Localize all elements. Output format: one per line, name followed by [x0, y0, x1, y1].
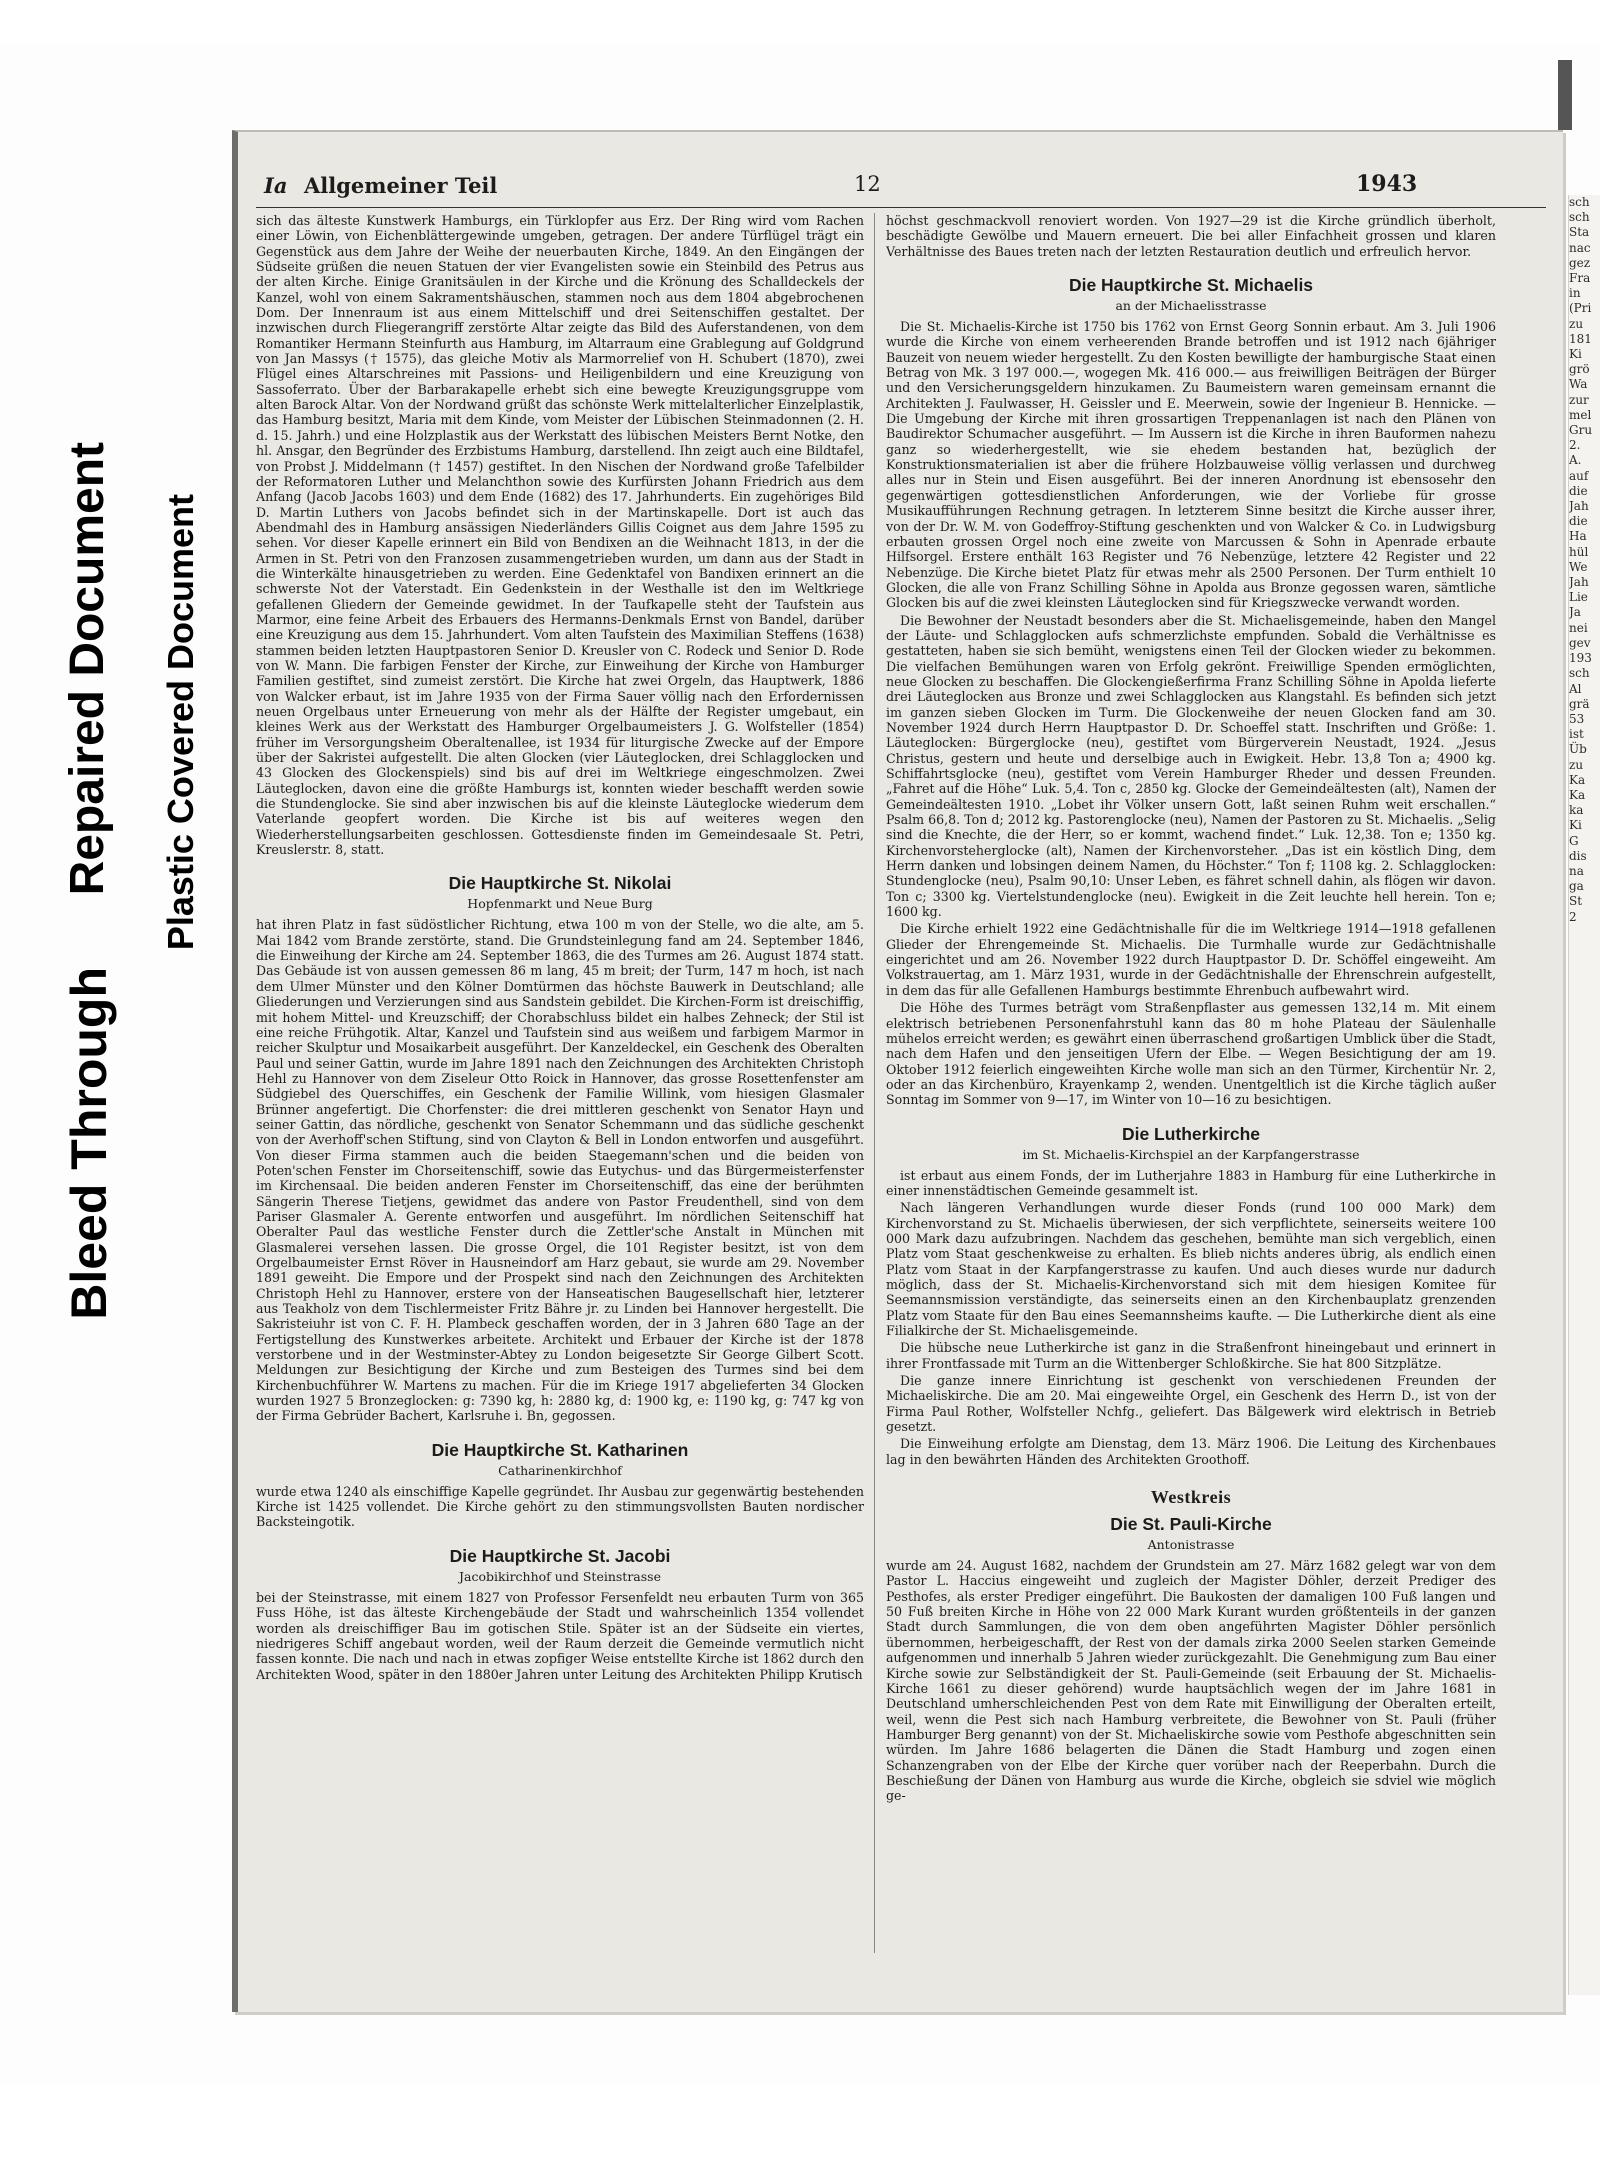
nikolai-address: Hopfenmarkt und Neue Burg [467, 896, 653, 912]
adjacent-page-fragment: Gru [1569, 423, 1593, 438]
right-column [886, 213, 1496, 1953]
adjacent-page-fragment: mel [1569, 407, 1592, 422]
lutherkirche-address: im St. Michaelis-Kirchspiel an der Karpfangerstrasse [1022, 1146, 1360, 1162]
adjacent-page-fragment: Ka [1569, 787, 1586, 802]
adjacent-page-fragment: A. [1569, 453, 1582, 468]
adjacent-page-fragment: 181 [1569, 331, 1592, 346]
adjacent-page-fragment: Ja [1569, 605, 1581, 620]
adjacent-page-fragment: Ki [1569, 818, 1582, 833]
adjacent-page-fragment: die [1569, 483, 1588, 498]
nikolai-heading: Die Hauptkirche St. Nikolai [448, 873, 672, 894]
running-header [256, 167, 1546, 208]
scan-edge-mark [1558, 60, 1572, 130]
jacobi-text: bei der Steinstrasse, mit einem 1827 von Professor Fersenfeldt neu erbauten Turm von 365 Fuss Höhe, ist das älteste Kirchengebäude der Stadt und wahrscheinlich 1354 vollendet worden als dreischiffiger Bau im gotischen Stile. Später ist an der Südseite ein viertes, niedrigeres Schiff angebaut worden, weil der Raum derzeit die Gemeinde vermutlich nicht fassen konnte. Die nach und nach in etwas zopfiger Weise entstellte Kirche ist 1862 durch den Architekten Wood, später in den 1880er Jahren unter Leitung des Architekten Philipp Krutisch [256, 1589, 864, 1682]
michaelis-address: an der Michaelisstrasse [1115, 298, 1267, 314]
adjacent-page-fragment: 53 [1569, 711, 1585, 726]
westkreis-region-heading: Westkreis [1150, 1487, 1232, 1508]
adjacent-page-fragment: Sta [1569, 225, 1590, 240]
adjacent-page-fragment: Fra [1569, 271, 1591, 286]
adjacent-page-fragment: sch [1569, 210, 1590, 225]
repaired-document-label: Repaired Document [61, 441, 114, 895]
adjacent-page-fragment: na [1569, 863, 1584, 878]
nikolai-text: hat ihren Platz in fast südöstlicher Richtung, etwa 100 m von der Stelle, wo die alte, am 5. Mai 1842 vom Brande zerstörte, stand. Die Grundsteinlegung fand am 24. September 1846, die Einweihung der Kirche am 24. September 1863, die des Turmes am 26. August 1874 statt. Das Gebäude ist von aussen gemessen 86 m lang, 45 m breit; der Turm, 147 m hoch, ist nach dem Ulmer Münster und den Kölner Domtürmen das höchste Bauwerk in Deutschland; alle Gliederungen und Verzierungen sind aus Sandstein gebildet. Die Kirchen-Form ist dreischiffig, mit hohem Mittel- und Kreuzschiff; der Chorabschluss bildet ein halbes Zehneck; der Stil ist eine reiche Frühgotik. Altar, Kanzel und Taufstein sind aus weißem und farbigem Marmor in reicher Skulptur und Mosaikarbeit ausgeführt. Der Kanzeldeckel, ein Geschenk des Oberalten Paul und seiner Gattin, wurde im Jahre 1891 nach den Zeichnungen des Architekten Christoph Hehl zu Hannover von dem Ziseleur Otto Roick in Hannover, das grosse Rosettenfenster am Südgiebel des Querschiffes, ein Geschenk der Familie Willink, vom hiesigen Glasmaler Brünner angefertigt. Die Chorfenster: die drei mittleren geschenkt von Senator Hayn und seiner Gattin, das nördliche, geschenkt von Senator Schemmann und das südliche geschenkt von der Averhoff'schen Stiftung, sind von Clayton & Bell in London entworfen und ausgeführt. Von dieser Firma stammen auch die beiden Staegemann'schen und die beiden von Poten'schen Fenster im Chorseitenschiff, sowie das Eutychus- und das Bürgermeisterfenster im Kirchensaal. Die beiden anderen Fenster im Chorseitenschiff, das eine der berühmten Sängerin Therese Tietjens, gewidmet das andere von Pastor Freudenthell, sind von dem Pariser Glasmaler A. Gerente entworfen und ausgeführt. Im nördlichen Seitenschiff hat Oberalter Paul das westliche Fenster durch die Zettler'sche Anstalt in München mit Glasmalerei versehen lassen. Die grosse Orgel, die 101 Register besitzt, ist von dem Orgelbaumeister Ernst Röver in Hausneindorf am Harz gebaut, sie wurde am 29. November 1891 geweiht. Die Empore und der Prospekt sind nach den Zeichnungen des Architekten Christoph Hehl zu Hannover, erstere von der Hanseatischen Baugesellschaft hier, letzterer aus Teakholz von dem Tischlermeister Fritz Bähre jr. zu Linden bei Hannover hergestellt. Die Sakristeiuhr ist von C. F. H. Plambeck geschaffen worden, der in 3 Jahren 680 Tage an der Fertigstellung des Kunstwerkes arbeitete. Architekt und Erbauer der Kirche ist der 1878 verstorbene und in der Westminster-Abtey zu London beigesetzte Sir George Gilbert Scott. Meldungen zur Besichtigung der Kirche und zum Besteigen des Turmes sind bei dem Kirchenbuchführer W. Martens zu machen. Für die im Kriege 1917 abgelieferten 34 Glocken wurden 1927 5 Bronzeglocken: g: 7390 kg, h: 2880 kg, d: 1900 kg, e: 1190 kg, g: 747 kg von der Firma Gebrüder Bachert, Karlsruhe i. Bn, gegossen. [256, 917, 864, 1424]
pauli-address: Antonistrasse [1147, 1537, 1235, 1553]
katharinen-text: wurde etwa 1240 als einschiffige Kapelle gegründet. Ihr Ausbau zur gegenwärtig bestehenden Kirche ist 1425 vollendet. Die Kirche gehört zu den stimmungsvollsten Bauten nordischer Backsteingotik. [256, 1483, 864, 1530]
adjacent-page-fragment: ka [1569, 803, 1584, 818]
adjacent-page-fragment: 2 [1569, 909, 1577, 924]
adjacent-page-fragment: nac [1569, 240, 1591, 255]
part-title: Allgemeiner Teil [304, 173, 498, 198]
pauli-text: wurde am 24. August 1682, nachdem der Grundstein am 27. März 1682 gelegt war von dem Pastor L. Haccius eingeweiht und zugleich der Magister Döhler, derzeit Prediger des Pesthofes, als erster Prediger eingeführt. Die Baukosten der damaligen 100 Fuß langen und 50 Fuß breiten Kirche in Höhe von 22 000 Mark Kurant wurden größtenteils in der ganzen Stadt durch Sammlungen, die von dem oben angeführten Magister Döhler persönlich übernommen, herbeigeschafft, der Rest von der damals zirka 2000 Seelen starken Gemeinde aufgenommen und innerhalb 5 Jahren wieder zurückgezahlt. Die Genehmigung zum Bau einer Kirche sowie zur Selbständigkeit der St. Pauli-Gemeinde (seit Erbauung der St. Michaelis-Kirche 1661 zu dieser gehörend) wurde hauptsächlich wegen der im Jahre 1681 in Deutschland umherschleichenden Pest von dem Rate mit Einwilligung der Oberalten erteilt, weil, wenn die Pest sich nach Hamburg verbreitete, die Bewohner von St. Pauli (früher Hamburger Berg genannt) von der St. Michaeliskirche sowie vom Pesthofe abgeschnitten sein würden. Im Jahre 1686 belagerten die Dänen die Stadt Hamburg und zogen einen Schanzengraben von der Elbe der Kirche quer vorüber nach der Reeperbahn. Durch die Beschießung der Dänen von Hamburg aus wurde die Kirche, obgleich sie sdviel wie möglich ge- [886, 1558, 1496, 1804]
adjacent-page-fragment: sch [1569, 195, 1590, 209]
lutherkirche-paragraph: Die ganze innere Einrichtung ist geschenkt von verschiedenen Freunden der Michaeliskirche. Die am 20. Mai eingeweihte Orgel, ein Geschenk des Herrn D., ist von der Firma Paul Rother, Wolfsteller Nchfg., geliefert. Das Bälgewerk wird elektrisch in Betrieb gesetzt. [886, 1373, 1496, 1435]
michaelis-paragraph: Die St. Michaelis-Kirche ist 1750 bis 1762 von Ernst Georg Sonnin erbaut. Am 3. Juli 1906 wurde die Kirche von einem verheerenden Brande betroffen und ist 1912 nach 6jähriger Bauzeit von neuem wieder hergestellt. Zu den Kosten bewilligte der hamburgische Staat einen Betrag von Mk. 3 197 000.—, wogegen Mk. 416 000.— aus freiwilligen Beiträgen der Bürger und den Versicherungsgeldern hinzukamen. Zu Baumeistern waren gemeinsam ernannt die Architekten J. Faulwasser, H. Geissler und E. Meerwein, sowie der Ingenieur B. Hennicke. — Die Umgebung der Kirche mit ihren grossartigen Treppenanlagen ist nach den Plänen von Baudirektor Schumacher ausgeführt. — Im Aussern ist die Kirche in ihren Bauformen nahezu ganz so wiederhergestellt, wie sie ehedem bestanden hat, bezüglich der Konstruktionsmaterialien ist aber die frühere Holzbauweise völlig verlassen und durchweg alles nur in Stein und Eisen ausgeführt. Bei der inneren Anordnung ist ebensosehr den gegenwärtigen gottesdienstlichen Anforderungen, wie der Vorliebe für grosse Musikaufführungen Rechnung getragen. In letzterem Sinne besitzt die Kirche ausser ihrer, von der Dr. W. M. von Godeffroy-Stiftung geschenkten und von Walcker & Co. in Ludwigsburg erbauten grossen Orgel noch eine zweite von Marcussen & Sohn in Apenrade erbaute Hilfsorgel. Erstere enthält 163 Register und 76 Nebenzüge, letztere 42 Register und 22 Nebenzüge. Die Kirche bietet Platz für etwas mehr als 2500 Personen. Der Turm enthielt 10 Glocken, die alle von Franz Schilling Söhne in Apolda aus Bronze gegossen waren, sämtliche Glocken bis auf die zwei kleinsten Läuteglocken sind für Kriegszwecke verwandt worden. [886, 319, 1496, 611]
adjacent-page-fragment: Ha [1569, 529, 1587, 544]
adjacent-page-fragment: in [1569, 286, 1581, 301]
lutherkirche-heading: Die Lutherkirche [1121, 1123, 1261, 1144]
year-label: 1943 [1356, 171, 1418, 197]
lutherkirche-paragraph: Nach längeren Verhandlungen wurde dieser Fonds (rund 100 000 Mark) dem Kirchenvorstand zu St. Michaelis überwiesen, der sich verpflichtete, seinerseits weitere 100 000 Mark dazu aufzubringen. Nachdem das geschehen, bemühte man sich vergeblich, einen Platz vom Staat geschenkweise zu erhalten. Es blieb nichts anderes übrig, als endlich einen Platz vom Staat in der Karpfangerstrasse zu kaufen. Und auch dieses wurde nur dadurch möglich, dass der St. Michaelis-Kirchenvorstand sich mit dem hiesigen Komitee für Seemannsmission verständigte, das seinerseits einen an den Kirchenbauplatz grenzenden Platz vom Staate für den Bau eines Seemannsheims kaufte. — Die Lutherkirche dient als eine Filialkirche der St. Michaelisgemeinde. [886, 1200, 1496, 1338]
adjacent-page-fragment: Lie [1569, 590, 1588, 605]
adjacent-page-fragment: grö [1569, 362, 1590, 377]
lutherkirche-paragraph: Die Einweihung erfolgte am Dienstag, dem 13. März 1906. Die Leitung des Kirchenbaues lag in den bewährten Händen des Architekten Groothoff. [886, 1436, 1496, 1467]
adjacent-page-fragment: Jah [1569, 575, 1589, 590]
lutherkirche-paragraph: Die hübsche neue Lutherkirche ist ganz in die Straßenfront hineingebaut und erinnert in ihrer Frontfassade mit Turm an die Wittenberger Schloßkirche. Sie hat 800 Sitzplätze. [886, 1340, 1496, 1371]
left-column [256, 213, 864, 1953]
adjacent-page-fragment: Ki [1569, 347, 1582, 362]
adjacent-page-fragment: gez [1569, 255, 1591, 270]
column-divider [874, 213, 875, 1953]
adjacent-page-fragment: St [1569, 894, 1583, 909]
katharinen-address: Catharinenkirchhof [498, 1462, 622, 1478]
document-condition-labels [60, 280, 240, 1320]
michaelis-heading: Die Hauptkirche St. Michaelis [1068, 275, 1314, 296]
michaelis-paragraph: Die Bewohner der Neustadt besonders aber die St. Michaelisgemeinde, haben den Mangel der Läute- und Schlagglocken aufs schmerzlichste empfunden. Sobald die Verhältnisse es gestatteten, haben sie sich bemüht, wenigstens einen Teil der Glocken wieder zu bekommen. Die vielfachen Bemühungen waren von Erfolg gekrönt. Freiwillige Spenden ermöglichten, neue Glocken zu beschaffen. Die Glockengießerfirma Franz Schilling Söhne in Apolda lieferte drei Läuteglocken aus Bronze und zwei Schlagglocken aus Klangstahl. Es befinden sich jetzt im ganzen sieben Glocken im Turm. Die Glockenweihe der neuen Glocken fand am 30. November 1924 durch Herrn Hauptpastor D. Dr. Schoeffel statt. Inschriften und Größe: 1. Läuteglocken: Bürgerglocke (neu), gestiftet vom Bürgerverein Neustadt, 1924. „Jesus Christus, gestern und heute und derselbige auch in Ewigkeit. Hebr. 13,8 Ton a; 4900 kg. Schiffahrtsglocke (neu), gestiftet vom Verein Hamburger Rheder und dessen Freunden. „Fahret auf die Höhe“ Luk. 5,4. Ton c, 2850 kg. Glocke der Gemeindeältesten (alt), Namen der Gemeindeältesten 1910. „Lobet ihr Völker unsern Gott, laßt seinen Ruhm weit erschallen.“ Psalm 66,8. Ton d; 2012 kg. Pastorenglocke (neu), Namen der Pastoren zu St. Michaelis. „Selig sind die Knechte, die der Herr, so er kommt, wachend findet.“ Luk. 12,38. Ton e; 1350 kg. Kirchenvorsteherglocke (alt), Namen der Kirchenvorsteher. „Das ist ein köstlich Ding, dem Herrn danken und lobsingen deinem Namen, du Höchster.“ Ton f; 1108 kg. 2. Schlagglocken: Stundenglocke (neu), Psalm 90,10: Unser Leben, es fähret schnell dahin, als flögen wir davon. Ton c; 3300 kg. Viertelstundenglocke (neu). Ewigkeit in die Zeit leuchte hell herein. Ton e; 1600 kg. [886, 612, 1496, 920]
adjacent-page-fragment: zu [1569, 316, 1584, 331]
adjacent-page-fragment: hül [1569, 544, 1589, 559]
jacobi-heading: Die Hauptkirche St. Jacobi [449, 1545, 671, 1566]
adjacent-page-fragment: nei [1569, 620, 1588, 635]
adjacent-page-fragment: Üb [1569, 742, 1587, 757]
plastic-covered-document-label: Plastic Covered Document [160, 493, 201, 950]
newspaper-page [232, 130, 1563, 2012]
adjacent-page-fragment: We [1569, 559, 1588, 574]
adjacent-page-fragment: auf [1569, 468, 1589, 483]
michaelis-paragraph: Die Kirche erhielt 1922 eine Gedächtnishalle für die im Weltkriege 1914—1918 gefallenen Glieder der Ehrengemeinde St. Michaelis. Die Turmhalle wurde zur Gedächtnishalle eingerichtet und am 26. November 1922 durch Hauptpastor D. Dr. Schöffel eingeweiht. Am Volkstrauertag, am 1. März 1931, wurde in der Gedächtnishalle der Ehrenschrein aufgestellt, in dem das für alle Gefallenen Hamburgs bestimmte Ehrenbuch aufbewahrt wird. [886, 921, 1496, 998]
adjacent-page-fragment: G [1569, 833, 1579, 848]
page-number: 12 [854, 172, 881, 196]
jacobi-address: Jacobikirchhof und Steinstrasse [459, 1568, 661, 1584]
adjacent-page-fragment: Jah [1569, 499, 1589, 514]
michaelis-paragraph: Die Höhe des Turmes beträgt vom Straßenpflaster aus gemessen 132,14 m. Mit einem elektrisch betriebenen Personenfahrstuhl kann das 80 m hohe Plateau der Säulenhalle mühelos erreicht werden; es gewährt einen überraschend großartigen Umblick über die Stadt, nach dem Hafen und den jenseitigen Ufern der Elbe. — Wegen Besichtigung der am 19. Oktober 1912 feierlich eingeweihten Kirche wolle man sich an den Türmer, Kirchentür Nr. 2, oder an das Kirchenbüro, Krayenkamp 2, wenden. Unentgeltlich ist die Kirche täglich außer Sonntag im Sommer von 9—17, im Winter von 10—16 zu besichtigen. [886, 1000, 1496, 1108]
adjacent-page-fragment: sch [1569, 666, 1590, 681]
adjacent-page-fragment: 193 [1569, 651, 1592, 666]
adjacent-page-fragment: zu [1569, 757, 1584, 772]
adjacent-page-fragment: (Pri [1569, 301, 1592, 316]
lutherkirche-paragraph: ist erbaut aus einem Fonds, der im Lutherjahre 1883 in Hamburg für eine Lutherkirche in einer innenstädtischen Gemeinde gesammelt ist. [886, 1167, 1496, 1198]
petri-continuation-text: sich das älteste Kunstwerk Hamburgs, ein Türklopfer aus Erz. Der Ring wird vom Rachen einer Löwin, von Eichenblättergewinde umgeben, getragen. Der andere Türflügel trägt ein Gegenstück aus dem Jahre der Weihe der neuerbauten Kirche, 1849. An den Eingängen der Südseite grüßen die neuen Statuen der vier Evangelisten sowie ein Steinbild des Petrus aus der alten Kirche. Einige Granitsäulen in der Kirche und die Krönung des Schalldeckels der Kanzel, wohl von einem Sakramentshäuschen, stammen noch aus dem 1804 abgebrochenen Dom. Der Innenraum ist aus einem Mittelschiff und drei Seitenschiffen gestaltet. Der inzwischen durch Fliegerangriff zerstörte Altar zeigte das Bild des Auferstandenen, von dem Romantiker Hermann Steinfurth aus Hamburg, im Altarraum eine Grablegung auf Goldgrund von Jan Massys († 1575), das gleiche Motiv als Marmorrelief von H. Schubert (1870), zwei Flügel eines Altarschreines mit Passions- und Heiligenbildern und eine Kreuzigung von Sassoferrato. Über der Barbarakapelle erhebt sich eine bewegte Kreuzigungsgruppe vom alten Barock Altar. Von der Nordwand grüßt das schönste Werk mittelalterlicher Einzelplastik, das Hamburg besitzt, Maria mit dem Kinde, vom Meister der Lübischen Steinmadonnen (2. H. d. 15. Jahrh.) und eine Holzplastik aus der Werkstatt des lübischen Meisters Bernt Notke, den hl. Ansgar, den Begründer des Erzbistums Hamburg, darstellend. Ihn zeigt auch eine Bildtafel, von Probst J. Middelmann († 1457) gestiftet. In den Nischen der Nordwand große Tafelbilder der Reformatoren Luther und Melanchthon sowie des Kurfürsten Johann Friedrich aus dem Anfang (Jacob Jacobs 1603) und dem Ende (1682) des 17. Jahrhunderts. Ein zugehöriges Bild D. Martin Luthers von Jacobs befindet sich in der Martinskapelle. Dort ist auch das Abendmahl des in Hamburg ansässigen Niederländers Gillis Coignet aus dem Jahre 1595 zu sehen. Vor dieser Kapelle erinnert ein Bild von Bendixen an die Weihnacht 1813, in der die Armen in St. Petri von den Franzosen zusammengetrieben wurden, um dann aus der Stadt in die Winterkälte hinausgetrieben zu werden. Eine Gedenktafel von Bandixen erinnert an die schwerste Not der Vaterstadt. Ein Gedenkstein in der Westhalle ist den im Weltkriege gefallenen Gliedern der Gemeinde gewidmet. In der Taufkapelle steht der Taufstein aus Marmor, eine feine Arbeit des Erbauers des Hermanns-Denkmals Ernst von Bandel, darüber eine Kreuzigung aus dem 15. Jahrhundert. Vom alten Taufstein des Maximilian Steffens (1638) stammen beiden letzten Hauptpastoren Senior D. Kreusler von C. Rodeck und Senior D. Rode von W. Mann. Die farbigen Fenster der Kirche, zur Einweihung der Kirche von Hamburger Familien gestiftet, sind zumeist zerstört. Die Kirche hat zwei Orgeln, das Hauptwerk, 1886 von Walcker erbaut, ist im Jahre 1935 von der Firma Sauer völlig nach den Erfordernissen neuen Orgelbaus unter Erneuerung von mehr als der Hälfte der Register umgebaut, ein kleines Werk aus der Werkstatt des Hamburger Orgelbaumeisters J. G. Wolfsteller (1854) früher im Versorgungsheim Oberaltenallee, ist 1934 für liturgische Zwecke auf der Empore über der Sakristei aufgestellt. Die alten Glocken (vier Läuteglocken, drei Schlagglocken und 43 Glocken des Glockenspiels) sind bis auf drei im Weltkriege eingeschmolzen. Zwei Läuteglocken, davon eine die größte Hamburgs ist, konnten wieder beschafft werden sowie die Stundenglocke. Sie sind aber inzwischen bis auf die kleinste Läuteglocke wiederum dem Vaterlande geopfert worden. Die Kirche ist bis auf weiteres wegen den Wiederherstellungsarbeiten geschlossen. Gottesdienste finden im Gemeindesaale St. Petri, Kreuslerstr. 8, statt. [256, 213, 864, 858]
adjacent-page-strip [1568, 195, 1600, 1995]
adjacent-page-fragment: gev [1569, 635, 1591, 650]
adjacent-page-fragment: Wa [1569, 377, 1588, 392]
adjacent-page-fragment: zur [1569, 392, 1589, 407]
katharinen-heading: Die Hauptkirche St. Katharinen [431, 1439, 689, 1460]
pauli-heading: Die St. Pauli-Kirche [1110, 1514, 1272, 1535]
adjacent-page-fragment: die [1569, 514, 1588, 529]
adjacent-page-fragment: dis [1569, 848, 1587, 863]
adjacent-page-fragment: Ka [1569, 772, 1586, 787]
adjacent-page-fragment: ist [1569, 727, 1584, 742]
adjacent-page-fragment: 2. [1569, 438, 1581, 453]
adjacent-page-fragment: ga [1569, 879, 1584, 894]
section-marker: Ia [264, 173, 288, 198]
bleed-through-label: Bleed Through [61, 967, 117, 1320]
adjacent-page-fragment: Al [1569, 681, 1582, 696]
jacobi-continuation-text: höchst geschmackvoll renoviert worden. Von 1927—29 ist die Kirche gründlich überholt, beschädigte Gewölbe und Mauern erneuert. Die bei aller Einfachheit grossen und klaren Verhältnisse des Baues treten nach der letzten Restauration deutlich und erfreulich hervor. [886, 213, 1496, 259]
adjacent-page-fragment: grä [1569, 696, 1590, 711]
